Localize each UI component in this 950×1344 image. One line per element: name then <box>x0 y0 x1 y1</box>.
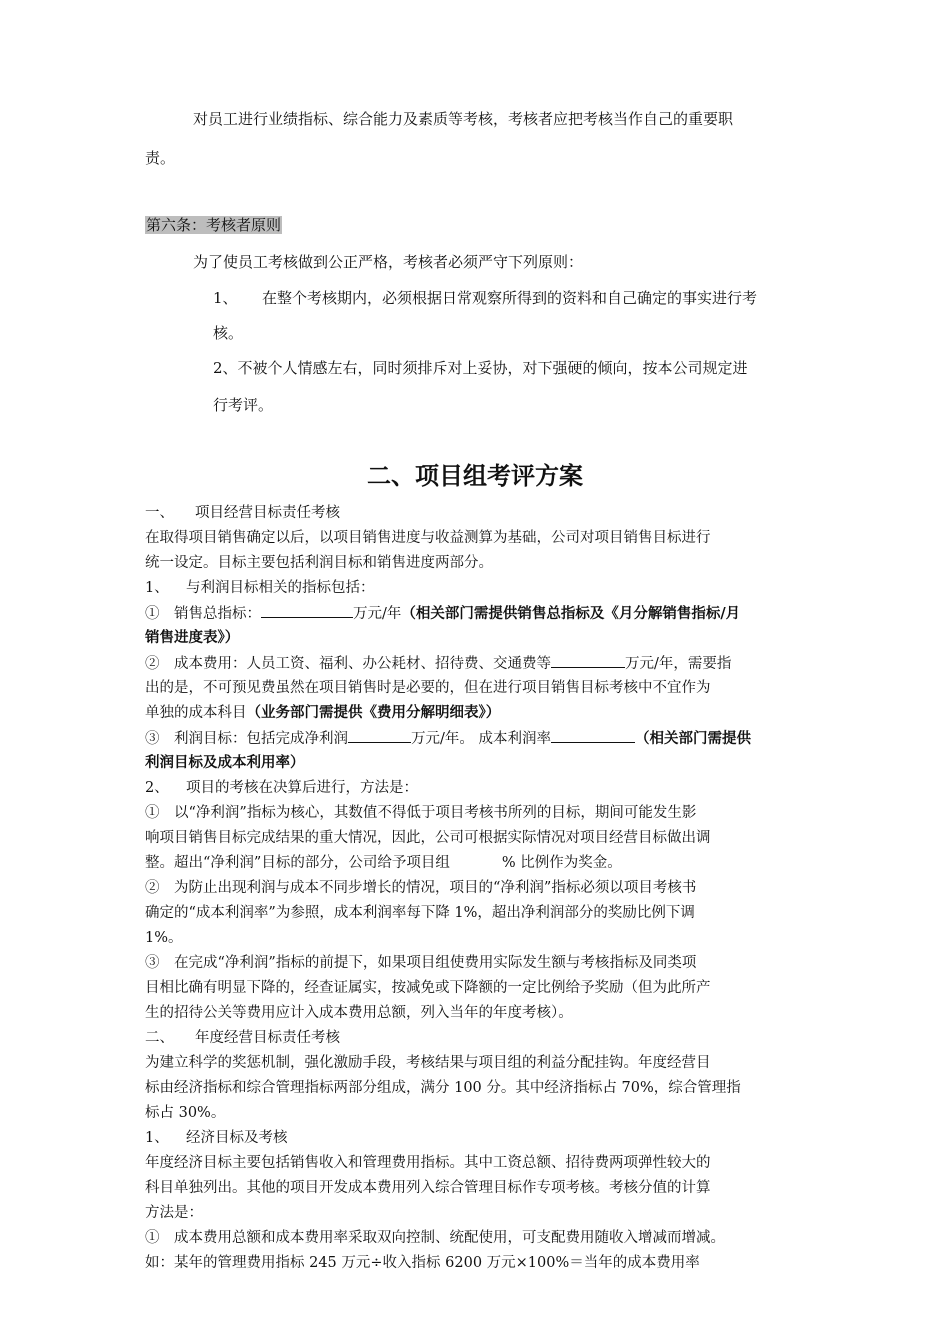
method-3-line-3: 生的招待公关等费用应计入成本费用总额，列入当年的年度考核）。 <box>145 1005 573 1021</box>
para-2-line-2: 标由经济指标和综合管理指标两部分组成，满分 100 分。其中经济指标占 70%，综合管理指 <box>145 1080 741 1096</box>
intro-line-1: 对员工进行业绩指标、综合能力及素质等考核，考核者应把考核当作自己的重要职 <box>193 110 734 128</box>
method-1-line-2: 响项目销售目标完成结果的重大情况，因此，公司可根据实际情况对项目经营目标做出调 <box>145 830 711 846</box>
sub-1-num: 1、 <box>145 580 169 596</box>
profit-note-2: 利润目标及成本利用率） <box>145 754 305 771</box>
calc-1-line-2: 如：某年的管理费用指标 245 万元÷收入指标 6200 万元×100%＝当年的成本费用率 <box>145 1255 700 1271</box>
method-2-line-3: 1%。 <box>145 930 183 946</box>
profit-note-1: （相关部门需提供 <box>635 730 751 747</box>
article-6-item-1-line-1: 在整个考核期内，必须根据日常观察所得到的资料和自己确定的事实进行考 <box>262 289 758 307</box>
profit-label: ③ 利润目标：包括完成净利润 <box>145 731 348 747</box>
calc-1-line-1: ① 成本费用总额和成本费用率采取双向控制、统配使用，可支配费用随收入增减而增减。 <box>145 1230 725 1246</box>
para-3-line-3: 方法是： <box>145 1205 203 1221</box>
heading-1-text: 项目经营目标责任考核 <box>195 505 340 521</box>
sub-3-text: 经济目标及考核 <box>186 1130 288 1146</box>
method-1-line-3 <box>145 851 622 875</box>
sub-2-text: 项目的考核在决算后进行，方法是： <box>186 780 418 796</box>
heading-2-num: 二、 <box>145 1030 174 1046</box>
sales-target-label: ① 销售总指标： <box>145 606 261 622</box>
profit-rate-blank <box>551 726 635 743</box>
sales-target-note-2: 销售进度表》） <box>145 629 240 646</box>
method-1-line-3b: % 比例作为奖金。 <box>501 855 622 871</box>
para-3-line-2: 科目单独列出。其他的项目开发成本费用列入综合管理目标作专项考核。考核分值的计算 <box>145 1180 711 1196</box>
cost-line-3-text: 单独的成本科目 <box>145 705 247 721</box>
sales-target-note-1: （相关部门需提供销售总指标及《月分解销售指标/月 <box>401 605 741 622</box>
method-3-line-2: 目相比确有明显下降的，经查证属实，按减免或下降额的一定比例给予奖励（但为此所产 <box>145 980 711 996</box>
article-6-item-2-line-2: 行考评。 <box>213 396 274 414</box>
article-6-item-2-line-1: 2、不被个人情感左右，同时须排斥对上妥协，对下强硬的倾向，按本公司规定进 <box>213 359 748 377</box>
method-3-line-1: ③ 在完成“净利润”指标的前提下，如果项目组使费用实际发生额与考核指标及同类项 <box>145 955 697 971</box>
sub-2-num: 2、 <box>145 780 169 796</box>
heading-2-text: 年度经营目标责任考核 <box>195 1030 340 1046</box>
cost-line-1 <box>145 651 731 676</box>
cost-line-2: 出的是，不可预见费虽然在项目销售时是必要的，但在进行项目销售目标考核中不宜作为 <box>145 680 711 696</box>
intro-line-2: 责。 <box>145 149 176 167</box>
profit-line-1 <box>145 726 751 751</box>
cost-line-3-note: （业务部门需提供《费用分解明细表》） <box>246 704 501 721</box>
sub-3-num: 1、 <box>145 1130 169 1146</box>
method-1-line-3a: 整。超出“净利润”目标的部分，公司给予项目组 <box>145 855 450 871</box>
section-title: 二、项目组考评方案 <box>367 461 583 490</box>
article-6-heading-text: 第六条：考核者原则 <box>146 216 282 234</box>
profit-blank <box>348 726 411 743</box>
profit-unit: 万元/年。 成本利润率 <box>411 731 551 747</box>
article-6-lead: 为了使员工考核做到公正严格，考核者必须严守下列原则： <box>193 253 584 271</box>
cost-line-3 <box>145 701 500 725</box>
method-2-line-1: ② 为防止出现利润与成本不同步增长的情况，项目的“净利润”指标必须以项目考核书 <box>145 880 697 896</box>
cost-label: ② 成本费用：人员工资、福利、办公耗材、招待费、交通费等 <box>145 656 551 672</box>
sales-target-line-1 <box>145 601 740 626</box>
article-6-heading <box>145 213 282 237</box>
para-2-line-1: 为建立科学的奖惩机制，强化激励手段，考核结果与项目组的利益分配挂钩。年度经营目 <box>145 1055 711 1071</box>
heading-1-num: 一、 <box>145 505 174 521</box>
para-1-line-1: 在取得项目销售确定以后，以项目销售进度与收益测算为基础，公司对项目销售目标进行 <box>145 530 711 546</box>
sub-1-text: 与利润目标相关的指标包括： <box>186 580 375 596</box>
cost-unit: 万元/年，需要指 <box>625 656 732 672</box>
article-6-item-1-line-2: 核。 <box>213 324 244 342</box>
para-2-line-3: 标占 30%。 <box>145 1105 226 1121</box>
para-3-line-1: 年度经济目标主要包括销售收入和管理费用指标。其中工资总额、招待费两项弹性较大的 <box>145 1155 711 1171</box>
cost-blank <box>551 651 625 668</box>
method-1-line-1: ① 以“净利润”指标为核心，其数值不得低于项目考核书所列的目标，期间可能发生影 <box>145 805 697 821</box>
sales-target-unit: 万元/年 <box>353 606 402 622</box>
article-6-item-1-num: 1、 <box>213 289 238 307</box>
sales-target-blank <box>261 601 353 618</box>
method-2-line-2: 确定的“成本利润率”为参照，成本利润率每下降 1%，超出净利润部分的奖励比例下调 <box>145 905 695 921</box>
para-1-line-2: 统一设定。目标主要包括利润目标和销售进度两部分。 <box>145 555 493 571</box>
